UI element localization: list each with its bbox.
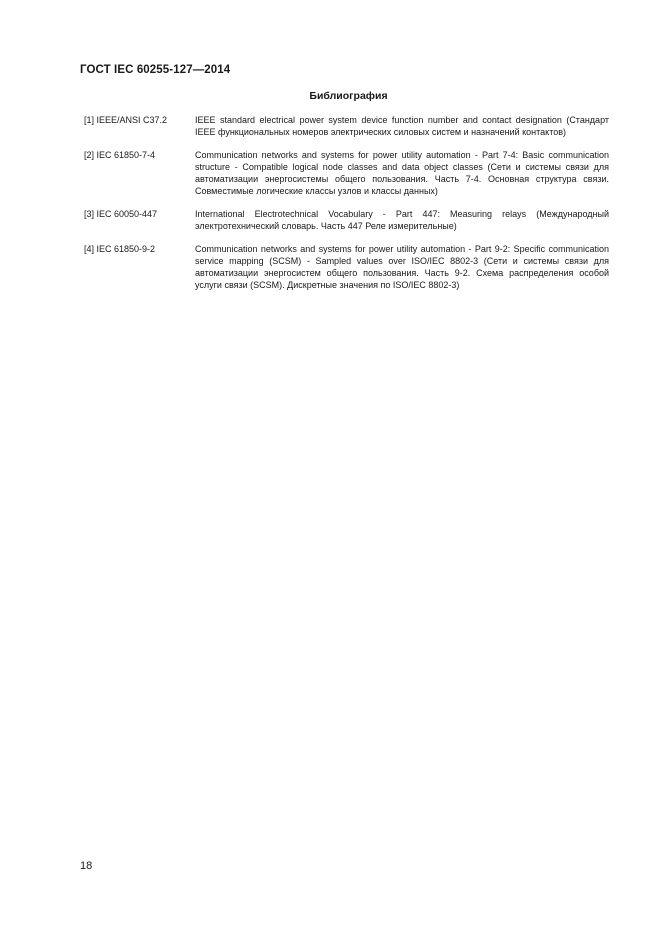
bibliography-entry: [84, 114, 609, 138]
page-number: 18: [80, 860, 93, 872]
section-title: Библиография: [309, 90, 388, 102]
bibliography-text: Communication networks and systems for power utility automation - Part 9-2: Specific communication service mapping (SCSM) - Sampled values over ISO/IEC 8802-3 (Сети и системы связи для автоматизации энергосистем общего пользования. Часть 9-2. Схема распределения особой услуги связи (SCSM). Дискретные значения по ISO/IEC 8802-3): [195, 244, 609, 290]
bibliography-ref: [1] IEEE/ANSI C37.2: [84, 115, 168, 125]
bibliography-text: Communication networks and systems for power utility automation - Part 7-4: Basic communication structure - Compatible logical node classes and data object classes (Сети и системы связи для автоматизации энергосистемы общего пользования. Часть 7-4. Основная структура связи. Совместимые логические классы узлов и классы данных): [195, 150, 609, 196]
bibliography-ref: [3] IEC 60050-447: [84, 209, 158, 219]
bibliography-text: International Electrotechnical Vocabulary - Part 447: Measuring relays (Международный электротехнический словарь. Часть 447 Реле измерительные): [195, 209, 609, 231]
bibliography-list: [84, 114, 609, 302]
bibliography-entry: [84, 149, 609, 197]
bibliography-text: IEEE standard electrical power system device function number and contact designation (Стандарт IEEE функциональных номеров электрических силовых систем и назначений контактов): [195, 115, 609, 137]
document-header: ГОСТ IEC 60255-127—2014: [80, 64, 231, 76]
bibliography-ref: [4] IEC 61850-9-2: [84, 244, 156, 254]
bibliography-entry: [84, 208, 609, 232]
bibliography-entry: [84, 243, 609, 291]
bibliography-ref: [2] IEC 61850-7-4: [84, 150, 156, 160]
